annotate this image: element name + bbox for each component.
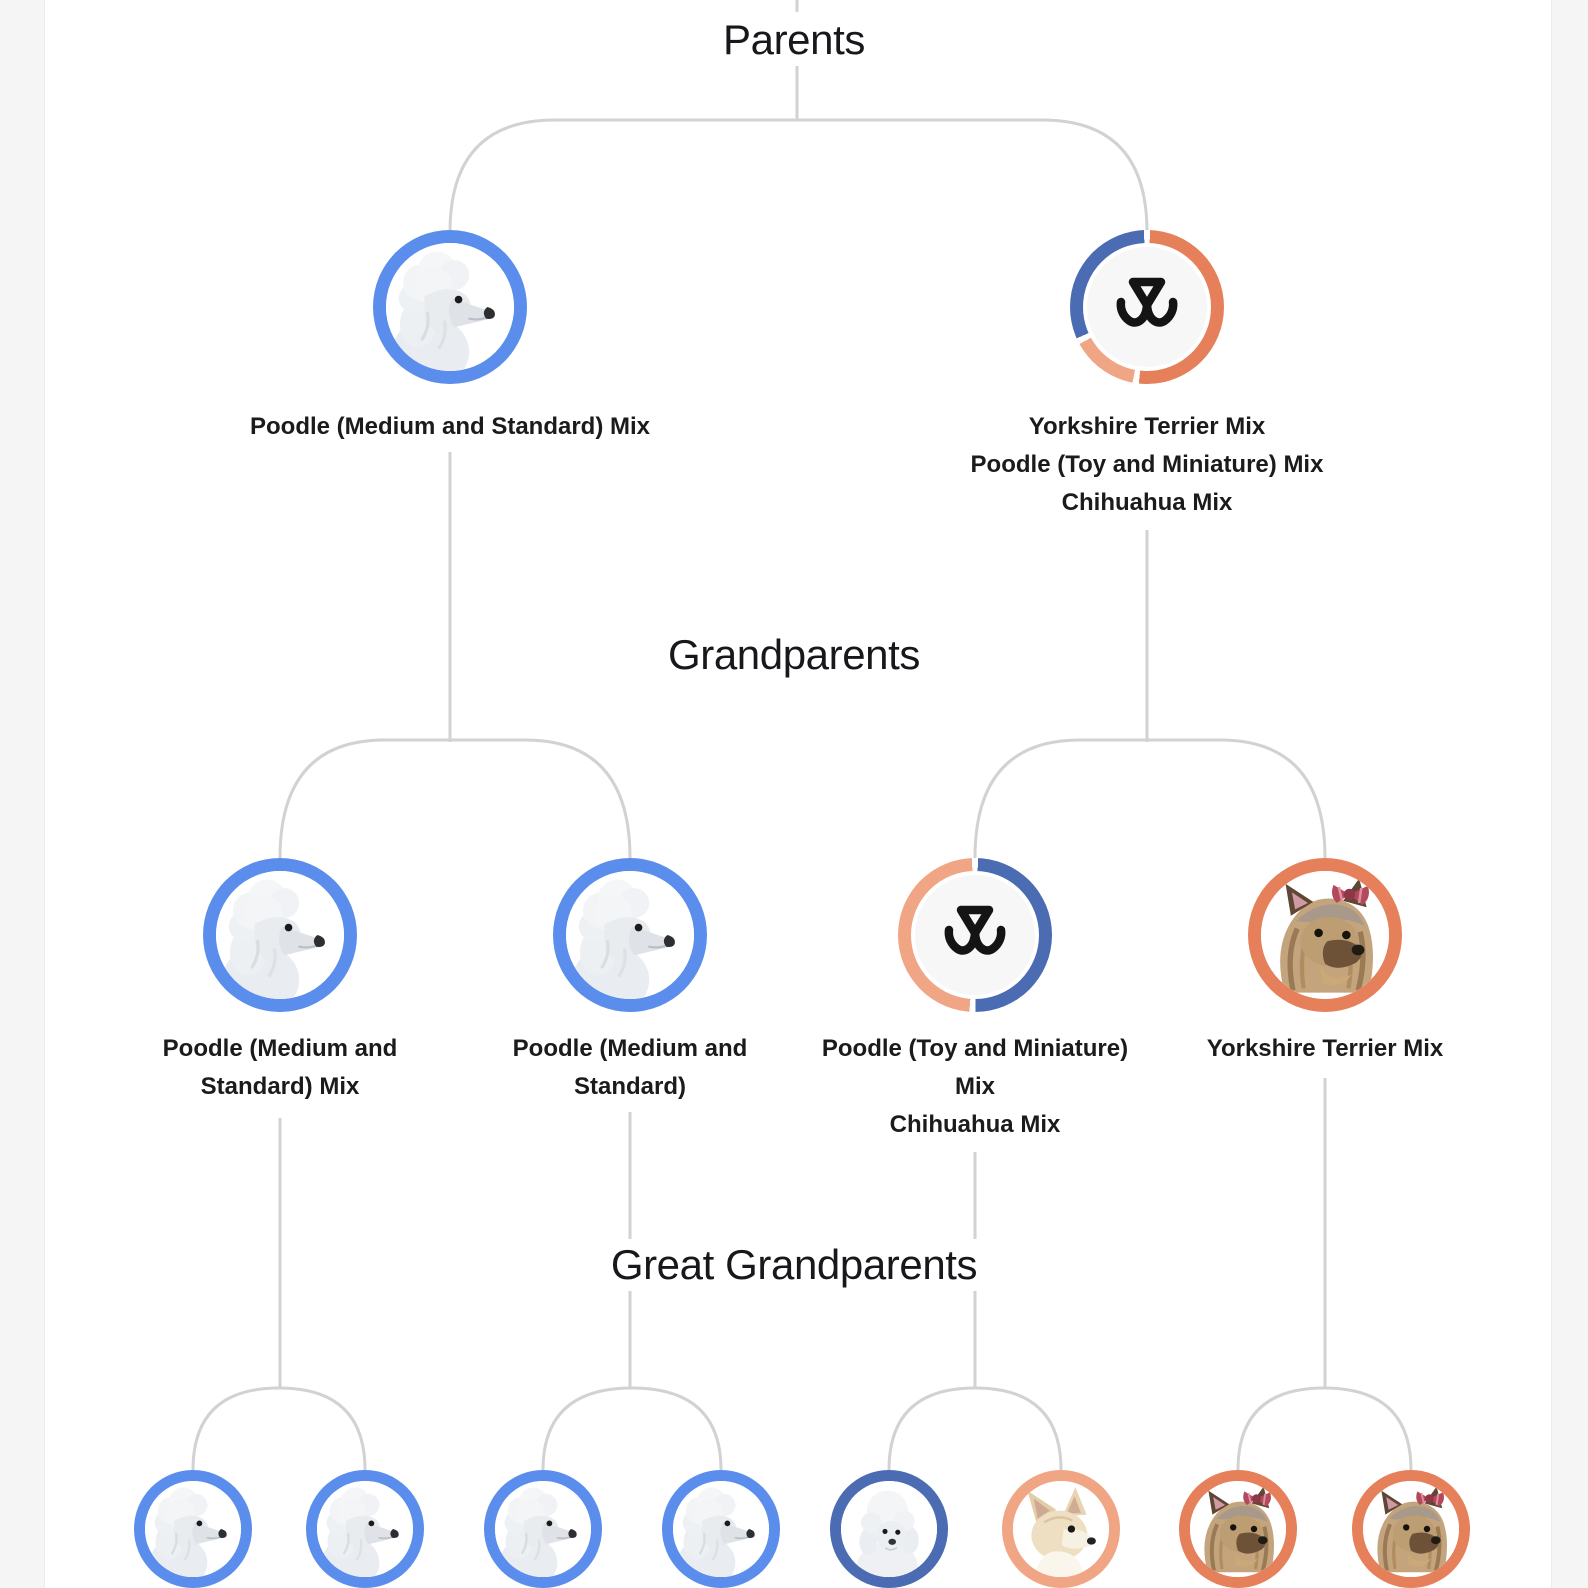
white-poodle-portrait: [386, 243, 514, 371]
label-grandparent-2: [505, 1030, 755, 1106]
grandparents-heading: Grandparents: [0, 629, 1588, 681]
connector-greatgrandparents-arch-2: [543, 1388, 721, 1478]
breed-line: Poodle (Medium and Standard) Mix: [162, 1035, 398, 1100]
connector-grandparents-split-right: [975, 740, 1325, 866]
parents-heading: Parents: [0, 14, 1588, 66]
white-poodle-portrait: [317, 1481, 413, 1577]
yorkshire-terrier-portrait: [1190, 1481, 1286, 1577]
great-grandparents-heading: Great Grandparents: [0, 1239, 1588, 1291]
node-parent-1[interactable]: [373, 230, 527, 384]
node-great-grandparent-7[interactable]: [1179, 1470, 1297, 1588]
node-great-grandparent-5[interactable]: [830, 1470, 948, 1588]
chihuahua-portrait: [1013, 1481, 1109, 1577]
breed-line: Yorkshire Terrier Mix: [1206, 1035, 1444, 1062]
toy-poodle-portrait: [841, 1481, 937, 1577]
breed-line: Poodle (Toy and Miniature) Mix: [970, 451, 1324, 478]
white-poodle-portrait: [495, 1481, 591, 1577]
embark-dog-logo-icon: [1083, 243, 1211, 371]
node-parent-2[interactable]: [1070, 230, 1224, 384]
white-poodle-portrait: [216, 871, 344, 999]
node-great-grandparent-6[interactable]: [1002, 1470, 1120, 1588]
white-poodle-portrait: [673, 1481, 769, 1577]
breed-line: Chihuahua Mix: [889, 1111, 1061, 1138]
breed-line: Chihuahua Mix: [1061, 489, 1233, 516]
connector-parents-split: [450, 120, 1147, 240]
label-parent-1: [230, 408, 670, 446]
node-great-grandparent-2[interactable]: [306, 1470, 424, 1588]
breed-line: Poodle (Medium and Standard) Mix: [249, 413, 651, 440]
label-parent-2: [927, 408, 1367, 522]
connector-greatgrandparents-arch-4: [1238, 1388, 1411, 1478]
breed-line: Poodle (Toy and Miniature) Mix: [821, 1035, 1129, 1100]
white-poodle-portrait: [566, 871, 694, 999]
breed-line: Poodle (Medium and Standard): [512, 1035, 748, 1100]
node-grandparent-3[interactable]: [898, 858, 1052, 1012]
label-grandparent-3: [810, 1030, 1140, 1144]
yorkshire-terrier-portrait: [1261, 871, 1389, 999]
embark-dog-logo-icon: [911, 871, 1039, 999]
label-grandparent-4: [1180, 1030, 1470, 1068]
label-grandparent-1: [155, 1030, 405, 1106]
node-great-grandparent-1[interactable]: [134, 1470, 252, 1588]
node-grandparent-2[interactable]: [553, 858, 707, 1012]
node-grandparent-1[interactable]: [203, 858, 357, 1012]
node-great-grandparent-4[interactable]: [662, 1470, 780, 1588]
breed-line: Yorkshire Terrier Mix: [1028, 413, 1266, 440]
connector-greatgrandparents-arch-1: [193, 1388, 365, 1478]
white-poodle-portrait: [145, 1481, 241, 1577]
connector-grandparents-split-left: [280, 740, 630, 866]
yorkshire-terrier-portrait: [1363, 1481, 1459, 1577]
connector-greatgrandparents-arch-3: [889, 1388, 1061, 1478]
node-great-grandparent-8[interactable]: [1352, 1470, 1470, 1588]
node-grandparent-4[interactable]: [1248, 858, 1402, 1012]
node-great-grandparent-3[interactable]: [484, 1470, 602, 1588]
